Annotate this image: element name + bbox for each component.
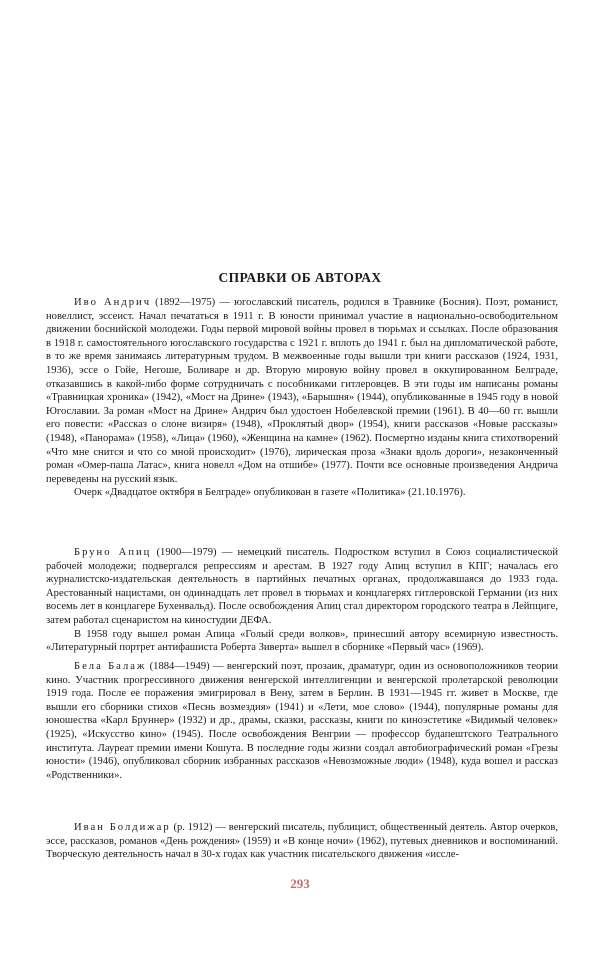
entry-paragraph: В 1958 году вышел роман Апица «Голый среди волков», принесший автору всемирную известность. «Литературный портрет антифашиста Роберта Зиверта» вышел в сборнике «Первый час» (1969).: [46, 628, 558, 654]
page-number: 293: [290, 876, 310, 891]
entry-balazs: [46, 660, 558, 782]
entry-paragraph: [46, 821, 558, 862]
entry-boldizsar: [46, 821, 558, 862]
author-name: Иван Болдижар: [74, 822, 171, 833]
entry-andric: [46, 296, 558, 500]
entry-apitz: [46, 546, 558, 655]
author-name: Бруно Апиц: [74, 547, 152, 558]
entry-text: (1900—1979) — немецкий писатель. Подростком вступил в Союз социалистической рабочей молодежи; подвергался репрессиям и арестам. В 1927 году Апиц вступил в КПГ; началась его журналистско-издательская деятельность в партийных печатных органах, продолжавшаяся до 1933 года. Арестованный нацистами, он одиннадцать лет провел в тюрьмах и концлагерях гитлеровской Германии (из них восемь лет в концлагере Бухенвальд). После освобождения Апиц стал директором городского театра в Лейпциге, затем работал сценаристом на киностудии ДЕФА.: [46, 547, 558, 626]
entry-paragraph: Очерк «Двадцатое октября в Белграде» опубликован в газете «Политика» (21.10.1976).: [74, 487, 466, 499]
author-name: Иво Андрич: [74, 297, 152, 308]
author-name: Бела Балаж: [74, 661, 147, 672]
entry-text: (1892—1975) — югославский писатель, родился в Травнике (Босния). Поэт, романист, новеллист, эссеист. Начал печататься в 1911 г. В юности принимал участие в национально-освободительном движении боснийской молодежи. Годы первой мировой войны провел в тюрьмах и ссылках. После образования в 1918 г. самостоятельного югославского государства с 1921 г. вплоть до 1941 г. был на дипломатической работе, в то же время занимаясь литературным трудом. В межвоенные годы вышли три книги рассказов (1924, 1931, 1936), эссе о Гойе, Негоше, Боливаре и др. Вторую мировую войну провел в оккупированном Белграде, отказавшись в какой-либо форме сотрудничать с пособниками гитлеровцев. В эти годы им написаны романы «Травницкая хроника» (1942), «Мост на Дрине» (1943), «Барышня» (1944), опубликованные в 1945 году в новой Югославии. За роман «Мост на Дрине» Андрич был удостоен Нобелевской премии (1961). В 40—60 гг. вышли его повести: «Рассказ о слоне визиря» (1948), «Проклятый двор» (1954), книги рассказов «Новые рассказы» (1948), «Панорама» (1958), «Лица» (1960), «Женщина на камне» (1962). Посмертно изданы книга стихотворений «Что мне снится и что со мной происходит» (1976), лирическая проза «Знаки вдоль дороги», незаконченный роман «Омер-паша Латас», книга новелл «Дом на отшибе» (1977). Почти все основные произведения Андрича переведены на русский язык.: [46, 297, 558, 485]
entry-paragraph: [46, 546, 558, 628]
page-title: СПРАВКИ ОБ АВТОРАХ: [218, 270, 382, 285]
entry-paragraph: [46, 660, 558, 782]
entry-text: (1884—1949) — венгерский поэт, прозаик, драматург, один из основоположников теории кино. Участник прогрессивного движения венгерской интеллигенции и венгерской пролетарской революции 1919 года. После ее поражения эмигрировал в Вену, затем в Берлин. В 1931—1945 гг. живет в Москве, где вышли его сборники стихов «Песнь возмездия» (1941) и «Лети, мое слово» (1944), популярные романы для юношества «Карл Бруннер» (1932) и др., драмы, сказки, рассказы, книги по киноэстетике «Видимый человек» (1925), «Искусство кино» (1945). После освобождения Венгрии — профессор будапештского Театрального института. Лауреат премии имени Кошута. В последние годы жизни создал автобиографический роман «Грезы юности» (1946), опубликовал сборник избранных рассказов «Невозможные люди» (1948), куда вошел и рассказ «Родственники».: [46, 661, 558, 781]
entry-paragraph: [46, 296, 558, 486]
entry-text: (р. 1912) — венгерский писатель, публицист, общественный деятель. Автор очерков, эссе, рассказов, романов «День рождения» (1959) и «В конце ночи» (1962), путевых дневников и воспоминаний. Творческую деятельность начал в 30-х годах как участник писательского движения «иссле-: [46, 822, 559, 861]
